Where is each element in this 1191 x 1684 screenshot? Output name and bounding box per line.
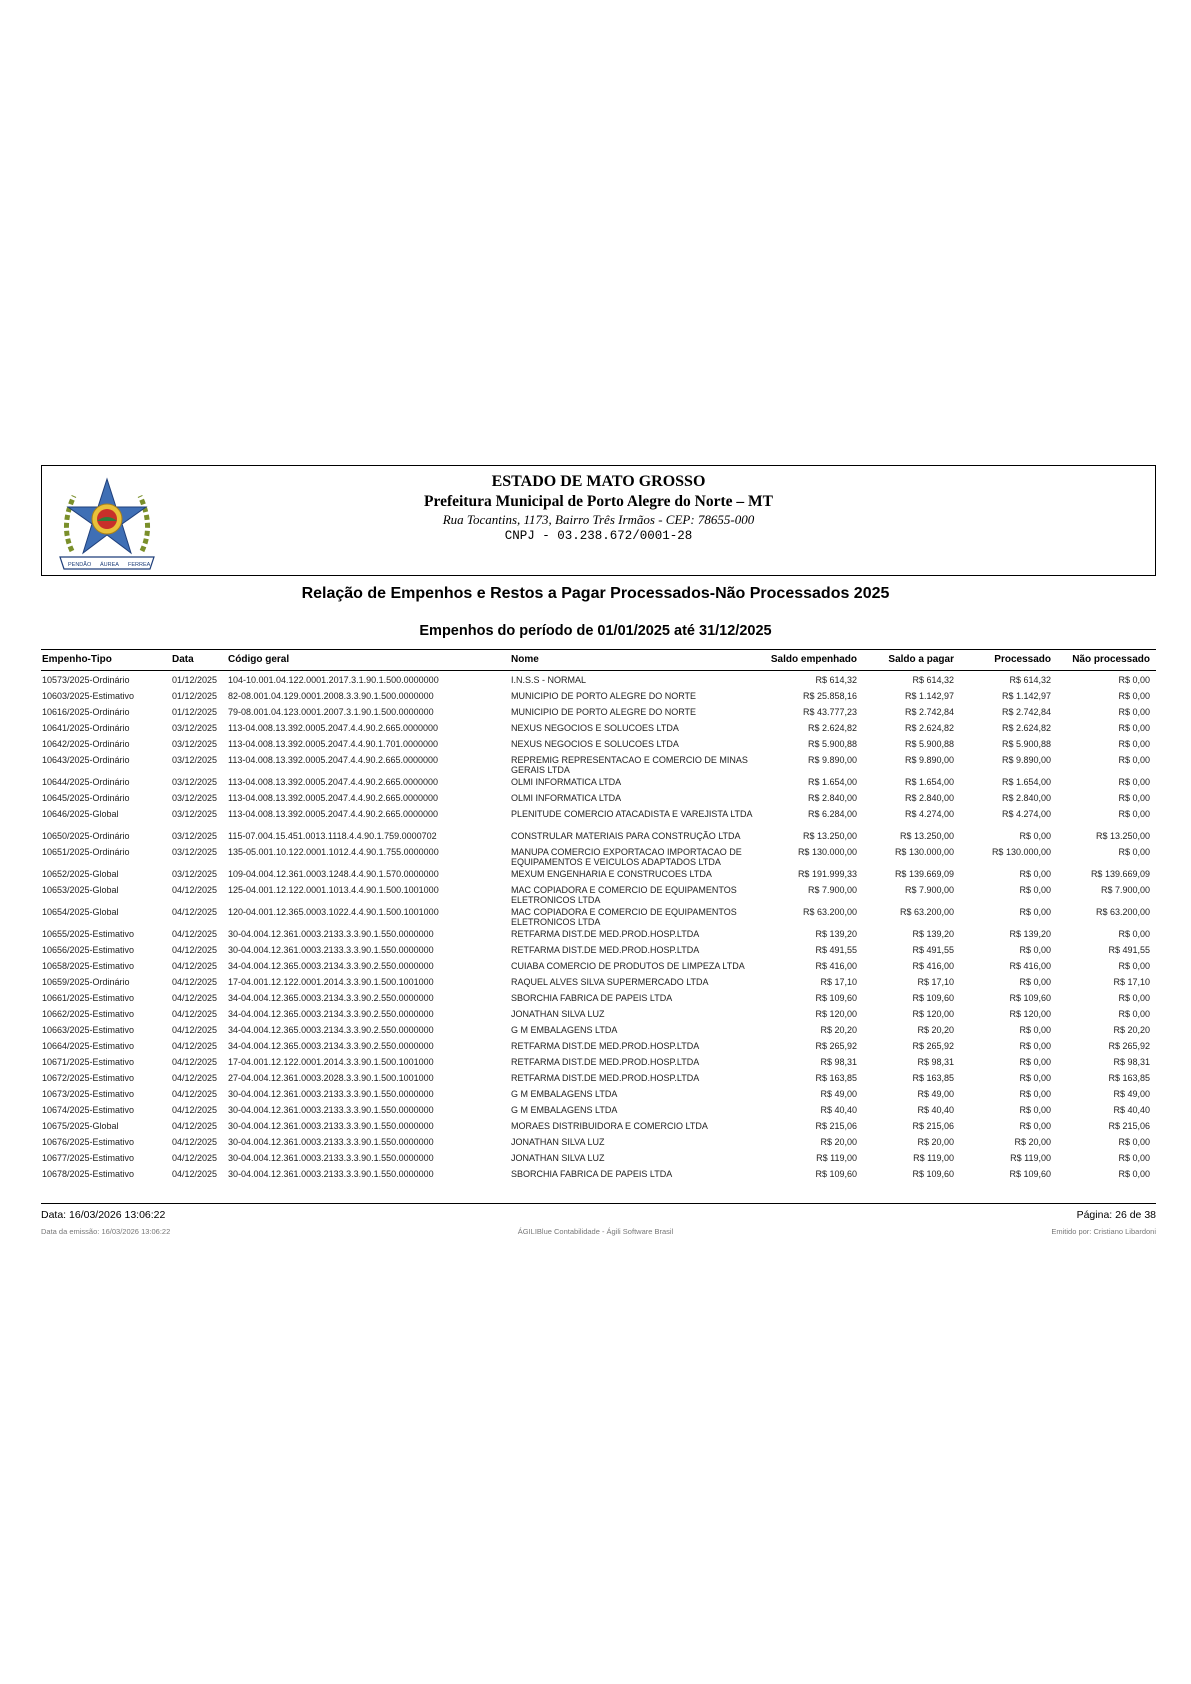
cell-sp: R$ 2.840,00 [904,793,954,803]
table-row [41,1054,1156,1070]
table-row [41,904,1156,926]
cell-se: R$ 120,00 [815,1009,857,1019]
cell-empenho: 10656/2025-Estimativo [42,945,135,955]
cell-codigo: 17-04.001.12.122.0001.2014.3.3.90.1.500.1001000 [228,977,434,987]
cell-sp: R$ 120,00 [912,1009,954,1019]
cell-se: R$ 139,20 [815,929,857,939]
cell-nome: MUNICIPIO DE PORTO ALEGRE DO NORTE [511,707,697,717]
cell-pr: R$ 2.742,84 [1001,707,1051,717]
cell-empenho: 10675/2025-Global [42,1121,119,1131]
cell-se: R$ 5.900,88 [807,739,857,749]
cell-empenho: 10645/2025-Ordinário [42,793,130,803]
svg-text:PENDÃO: PENDÃO [68,562,92,568]
table-row [41,990,1156,1006]
cell-se: R$ 13.250,00 [802,831,857,841]
cell-se: R$ 1.654,00 [807,777,857,787]
cell-data: 03/12/2025 [172,777,218,787]
cell-codigo: 113-04.008.13.392.0005.2047.4.4.90.2.665.0000000 [228,723,439,733]
cell-data: 04/12/2025 [172,945,218,955]
cell-empenho: 10643/2025-Ordinário [42,755,130,765]
cell-nome: G M EMBALAGENS LTDA [511,1025,618,1035]
cell-sp: R$ 98,31 [917,1057,954,1067]
cell-data: 03/12/2025 [172,831,218,841]
cell-data: 01/12/2025 [172,675,218,685]
svg-text:ÁUREA: ÁUREA [100,562,119,568]
cell-data: 04/12/2025 [172,1009,218,1019]
col-processado: Processado [994,654,1051,665]
cell-empenho: 10662/2025-Estimativo [42,1009,135,1019]
cell-nome: RETFARMA DIST.DE MED.PROD.HOSP.LTDA [511,929,700,939]
table-row [41,942,1156,958]
footer-date: Data: 16/03/2026 13:06:22 [41,1209,166,1221]
cell-np: R$ 7.900,00 [1100,885,1150,895]
col-data: Data [172,654,194,665]
cell-se: R$ 20,00 [820,1137,857,1147]
cell-sp: R$ 5.900,88 [904,739,954,749]
cell-empenho: 10573/2025-Ordinário [42,675,130,685]
cell-pr: R$ 2.624,82 [1001,723,1051,733]
cell-empenho: 10663/2025-Estimativo [42,1025,135,1035]
cell-sp: R$ 139,20 [912,929,954,939]
cell-codigo: 30-04.004.12.361.0003.2133.3.3.90.1.550.0000000 [228,1169,434,1179]
cell-codigo: 34-04.004.12.365.0003.2134.3.3.90.2.550.0000000 [228,961,434,971]
cell-np: R$ 0,00 [1118,1153,1150,1163]
table-row [41,1022,1156,1038]
cell-codigo: 113-04.008.13.392.0005.2047.4.4.90.2.665.0000000 [228,777,439,787]
cell-codigo: 125-04.001.12.122.0001.1013.4.4.90.1.500.1001000 [228,885,439,895]
cell-empenho: 10658/2025-Estimativo [42,961,135,971]
col-saldo-empenhado: Saldo empenhado [770,654,857,665]
cell-codigo: 104-10.001.04.122.0001.2017.3.1.90.1.500.0000000 [228,675,439,685]
cell-nome: MAC COPIADORA E COMERCIO DE EQUIPAMENTOS ELETRONICOS LTDA [511,885,737,905]
cell-codigo: 34-04.004.12.365.0003.2134.3.3.90.2.550.0000000 [228,1041,434,1051]
cell-se: R$ 40,40 [820,1105,857,1115]
cell-empenho: 10603/2025-Estimativo [42,691,135,701]
cell-codigo: 79-08.001.04.123.0001.2007.3.1.90.1.500.0000000 [228,707,434,717]
table-row [41,736,1156,752]
cell-se: R$ 25.858,16 [802,691,857,701]
cell-pr: R$ 0,00 [1019,885,1051,895]
letterhead [41,465,1156,576]
cell-empenho: 10674/2025-Estimativo [42,1105,135,1115]
cell-np: R$ 0,00 [1118,707,1150,717]
cell-se: R$ 215,06 [815,1121,857,1131]
cell-pr: R$ 0,00 [1019,1073,1051,1083]
table-row [41,774,1156,790]
table-row [41,1070,1156,1086]
cell-sp: R$ 416,00 [912,961,954,971]
cell-codigo: 113-04.008.13.392.0005.2047.4.4.90.2.665.0000000 [228,809,439,819]
cell-pr: R$ 0,00 [1019,977,1051,987]
address: Rua Tocantins, 1173, Bairro Três Irmãos - CEP: 78655-000 [442,512,755,527]
cell-pr: R$ 416,00 [1009,961,1051,971]
cell-data: 01/12/2025 [172,691,218,701]
cell-empenho: 10671/2025-Estimativo [42,1057,135,1067]
cell-pr: R$ 109,60 [1009,993,1051,1003]
cell-codigo: 115-07.004.15.451.0013.1118.4.4.90.1.759.0000702 [228,831,437,841]
cell-codigo: 135-05.001.10.122.0001.1012.4.4.90.1.755.0000000 [228,847,439,857]
cell-data: 03/12/2025 [172,809,218,819]
cell-nome: OLMI INFORMATICA LTDA [511,793,622,803]
cell-np: R$ 0,00 [1118,675,1150,685]
table-row [41,866,1156,882]
cell-pr: R$ 0,00 [1019,907,1051,917]
cell-se: R$ 49,00 [820,1089,857,1099]
cell-np: R$ 265,92 [1108,1041,1150,1051]
cell-empenho: 10676/2025-Estimativo [42,1137,135,1147]
cell-codigo: 34-04.004.12.365.0003.2134.3.3.90.2.550.0000000 [228,1025,434,1035]
cell-data: 01/12/2025 [172,707,218,717]
cell-sp: R$ 130.000,00 [894,847,954,857]
cell-se: R$ 2.624,82 [807,723,857,733]
col-empenho: Empenho-Tipo [42,654,112,665]
cell-se: R$ 614,32 [815,675,857,685]
cell-np: R$ 0,00 [1118,1169,1150,1179]
table-row [41,752,1156,774]
cell-np: R$ 0,00 [1118,847,1150,857]
svg-text:FERREA: FERREA [128,562,151,568]
cell-np: R$ 0,00 [1118,793,1150,803]
cell-empenho: 10677/2025-Estimativo [42,1153,135,1163]
cell-np: R$ 0,00 [1118,929,1150,939]
cell-np: R$ 98,31 [1113,1057,1150,1067]
cell-pr: R$ 0,00 [1019,831,1051,841]
table-header [41,649,1156,671]
state-name: ESTADO DE MATO GROSSO [491,473,706,490]
cell-pr: R$ 0,00 [1019,1057,1051,1067]
cell-se: R$ 20,20 [820,1025,857,1035]
cell-data: 03/12/2025 [172,847,218,857]
report-title: Relação de Empenhos e Restos a Pagar Processados-Não Processados 2025 [301,585,890,602]
emission-date: Data da emissão: 16/03/2026 13:06:22 [41,1227,171,1236]
cell-empenho: 10673/2025-Estimativo [42,1089,135,1099]
cell-np: R$ 0,00 [1118,691,1150,701]
report-period: Empenhos do período de 01/01/2025 até 31/12/2025 [419,623,772,639]
cell-se: R$ 7.900,00 [807,885,857,895]
cell-se: R$ 9.890,00 [807,755,857,765]
page-number: Página: 26 de 38 [1076,1209,1156,1221]
cell-np: R$ 0,00 [1118,993,1150,1003]
cell-empenho: 10642/2025-Ordinário [42,739,130,749]
col-saldo-pagar: Saldo a pagar [888,654,954,665]
cell-nome: REPREMIG REPRESENTACAO E COMERCIO DE MINAS GERAIS LTDA [511,755,748,775]
cell-empenho: 10672/2025-Estimativo [42,1073,135,1083]
cell-sp: R$ 20,00 [917,1137,954,1147]
cell-sp: R$ 614,32 [912,675,954,685]
table-row [41,688,1156,704]
cell-nome: JONATHAN SILVA LUZ [511,1009,605,1019]
cell-data: 04/12/2025 [172,1025,218,1035]
software-name: ÁGILIBlue Contabilidade - Ágili Software Brasil [517,1227,674,1236]
cell-empenho: 10664/2025-Estimativo [42,1041,135,1051]
cell-pr: R$ 0,00 [1019,869,1051,879]
cell-sp: R$ 63.200,00 [899,907,954,917]
cell-np: R$ 0,00 [1118,1137,1150,1147]
cell-nome: NEXUS NEGOCIOS E SOLUCOES LTDA [511,739,679,749]
cell-empenho: 10651/2025-Ordinário [42,847,130,857]
cell-np: R$ 491,55 [1108,945,1150,955]
cell-se: R$ 17,10 [820,977,857,987]
cell-nome: MEXUM ENGENHARIA E CONSTRUCOES LTDA [511,869,712,879]
cell-nome: CUIABA COMERCIO DE PRODUTOS DE LIMPEZA LTDA [511,961,745,971]
cell-empenho: 10661/2025-Estimativo [42,993,135,1003]
cell-data: 03/12/2025 [172,755,218,765]
table-row [41,828,1156,844]
cell-codigo: 30-04.004.12.361.0003.2133.3.3.90.1.550.0000000 [228,929,434,939]
cell-sp: R$ 20,20 [917,1025,954,1035]
cell-empenho: 10655/2025-Estimativo [42,929,135,939]
cell-np: R$ 49,00 [1113,1089,1150,1099]
cell-codigo: 82-08.001.04.129.0001.2008.3.3.90.1.500.0000000 [228,691,434,701]
cell-data: 04/12/2025 [172,1089,218,1099]
cell-empenho: 10678/2025-Estimativo [42,1169,135,1179]
cell-codigo: 30-04.004.12.361.0003.2133.3.3.90.1.550.0000000 [228,1089,434,1099]
table-row [41,974,1156,990]
cell-codigo: 30-04.004.12.361.0003.2133.3.3.90.1.550.0000000 [228,1121,434,1131]
cell-pr: R$ 120,00 [1009,1009,1051,1019]
cell-np: R$ 0,00 [1118,961,1150,971]
divider [41,1203,1156,1204]
table-row [41,926,1156,942]
issued-by: Emitido por: Cristiano Libardoni [1051,1227,1156,1236]
cell-se: R$ 130.000,00 [797,847,857,857]
cell-data: 03/12/2025 [172,739,218,749]
cell-empenho: 10653/2025-Global [42,885,119,895]
cell-np: R$ 13.250,00 [1095,831,1150,841]
cell-pr: R$ 614,32 [1009,675,1051,685]
cell-se: R$ 98,31 [820,1057,857,1067]
cell-data: 04/12/2025 [172,1041,218,1051]
cell-data: 03/12/2025 [172,723,218,733]
cell-nome: MORAES DISTRIBUIDORA E COMERCIO LTDA [511,1121,708,1131]
cell-data: 04/12/2025 [172,885,218,895]
cell-pr: R$ 1.142,97 [1001,691,1051,701]
cell-codigo: 109-04.004.12.361.0003.1248.4.4.90.1.570.0000000 [228,869,439,879]
table-row [41,1038,1156,1054]
cell-sp: R$ 1.142,97 [904,691,954,701]
cell-pr: R$ 5.900,88 [1001,739,1051,749]
cell-pr: R$ 109,60 [1009,1169,1051,1179]
cell-np: R$ 215,06 [1108,1121,1150,1131]
table-body [41,672,1156,1182]
table-row [41,844,1156,866]
table-row [41,1102,1156,1118]
cell-se: R$ 119,00 [816,1153,857,1163]
cell-nome: RETFARMA DIST.DE MED.PROD.HOSP.LTDA [511,1073,700,1083]
table-row [41,704,1156,720]
cell-sp: R$ 2.624,82 [904,723,954,733]
cell-data: 04/12/2025 [172,1121,218,1131]
cell-sp: R$ 13.250,00 [899,831,954,841]
cell-np: R$ 63.200,00 [1095,907,1150,917]
cell-codigo: 113-04.008.13.392.0005.2047.4.4.90.2.665.0000000 [228,793,439,803]
cell-nome: RETFARMA DIST.DE MED.PROD.HOSP.LTDA [511,1041,700,1051]
cell-empenho: 10644/2025-Ordinário [42,777,130,787]
cell-empenho: 10646/2025-Global [42,809,119,819]
cell-nome: JONATHAN SILVA LUZ [511,1137,605,1147]
table-row [41,672,1156,688]
cell-sp: R$ 163,85 [912,1073,954,1083]
cell-empenho: 10652/2025-Global [42,869,119,879]
cell-pr: R$ 9.890,00 [1001,755,1051,765]
cell-pr: R$ 0,00 [1019,1041,1051,1051]
cell-codigo: 17-04.001.12.122.0001.2014.3.3.90.1.500.1001000 [228,1057,434,1067]
prefecture-name: Prefeitura Municipal de Porto Alegre do Norte – MT [424,493,773,510]
cell-sp: R$ 1.654,00 [904,777,954,787]
table-row [41,958,1156,974]
cell-pr: R$ 1.654,00 [1001,777,1051,787]
cell-nome: NEXUS NEGOCIOS E SOLUCOES LTDA [511,723,679,733]
cell-pr: R$ 2.840,00 [1001,793,1051,803]
cell-np: R$ 0,00 [1118,809,1150,819]
cell-pr: R$ 0,00 [1019,1089,1051,1099]
cell-nome: SBORCHIA FABRICA DE PAPEIS LTDA [511,1169,673,1179]
cell-codigo: 120-04.001.12.365.0003.1022.4.4.90.1.500.1001000 [228,907,439,917]
cell-nome: OLMI INFORMATICA LTDA [511,777,622,787]
cell-np: R$ 0,00 [1118,777,1150,787]
cell-se: R$ 63.200,00 [802,907,857,917]
cell-nome: MUNICIPIO DE PORTO ALEGRE DO NORTE [511,691,697,701]
cnpj: CNPJ - 03.238.672/0001-28 [504,529,693,543]
cell-data: 04/12/2025 [172,977,218,987]
cell-codigo: 113-04.008.13.392.0005.2047.4.4.90.2.665.0000000 [228,755,439,765]
table-row [41,1134,1156,1150]
cell-codigo: 34-04.004.12.365.0003.2134.3.3.90.2.550.0000000 [228,1009,434,1019]
cell-se: R$ 6.284,00 [807,809,857,819]
cell-data: 04/12/2025 [172,1169,218,1179]
cell-sp: R$ 139.669,09 [894,869,954,879]
cell-nome: G M EMBALAGENS LTDA [511,1105,618,1115]
cell-se: R$ 191.999,33 [797,869,857,879]
cell-pr: R$ 4.274,00 [1001,809,1051,819]
cell-empenho: 10659/2025-Ordinário [42,977,130,987]
table-row [41,720,1156,736]
cell-nome: MANUPA COMERCIO EXPORTACAO IMPORTACAO DE EQUIPAMENTOS E VEICULOS ADAPTADOS LTDA [511,847,742,867]
col-nao-processado: Não processado [1072,654,1150,665]
cell-nome: SBORCHIA FABRICA DE PAPEIS LTDA [511,993,673,1003]
col-nome: Nome [511,654,539,665]
cell-se: R$ 163,85 [815,1073,857,1083]
cell-nome: RETFARMA DIST.DE MED.PROD.HOSP.LTDA [511,1057,700,1067]
cell-np: R$ 0,00 [1118,755,1150,765]
cell-np: R$ 163,85 [1108,1073,1150,1083]
table-row [41,806,1156,828]
cell-se: R$ 43.777,23 [802,707,857,717]
cell-data: 04/12/2025 [172,1105,218,1115]
cell-empenho: 10641/2025-Ordinário [42,723,130,733]
cell-pr: R$ 0,00 [1019,945,1051,955]
cell-sp: R$ 109,60 [912,1169,954,1179]
cell-sp: R$ 4.274,00 [904,809,954,819]
cell-data: 04/12/2025 [172,1137,218,1147]
cell-sp: R$ 49,00 [917,1089,954,1099]
cell-empenho: 10654/2025-Global [42,907,119,917]
cell-codigo: 113-04.008.13.392.0005.2047.4.4.90.1.701.0000000 [228,739,439,749]
cell-np: R$ 139.669,09 [1090,869,1150,879]
cell-codigo: 30-04.004.12.361.0003.2133.3.3.90.1.550.0000000 [228,1105,434,1115]
cell-sp: R$ 40,40 [917,1105,954,1115]
cell-codigo: 34-04.004.12.365.0003.2134.3.3.90.2.550.0000000 [228,993,434,1003]
cell-data: 04/12/2025 [172,907,218,917]
cell-nome: RETFARMA DIST.DE MED.PROD.HOSP.LTDA [511,945,700,955]
cell-pr: R$ 0,00 [1019,1121,1051,1131]
cell-se: R$ 265,92 [815,1041,857,1051]
table-row [41,882,1156,904]
cell-data: 03/12/2025 [172,869,218,879]
cell-sp: R$ 119,00 [913,1153,954,1163]
table-row [41,1006,1156,1022]
cell-sp: R$ 109,60 [912,993,954,1003]
cell-nome: RAQUEL ALVES SILVA SUPERMERCADO LTDA [511,977,709,987]
col-codigo: Código geral [228,654,290,665]
cell-se: R$ 491,55 [815,945,857,955]
cell-nome: I.N.S.S - NORMAL [511,675,587,685]
cell-sp: R$ 2.742,84 [904,707,954,717]
cell-nome: CONSTRULAR MATERIAIS PARA CONSTRUÇÃO LTDA [511,831,741,841]
cell-sp: R$ 7.900,00 [904,885,954,895]
table-row [41,1086,1156,1102]
cell-sp: R$ 265,92 [912,1041,954,1051]
cell-se: R$ 109,60 [815,993,857,1003]
cell-empenho: 10650/2025-Ordinário [42,831,130,841]
cell-data: 04/12/2025 [172,929,218,939]
cell-codigo: 30-04.004.12.361.0003.2133.3.3.90.1.550.0000000 [228,1153,434,1163]
cell-data: 03/12/2025 [172,793,218,803]
cell-pr: R$ 0,00 [1019,1025,1051,1035]
cell-pr: R$ 0,00 [1019,1105,1051,1115]
cell-np: R$ 0,00 [1118,1009,1150,1019]
cell-nome: JONATHAN SILVA LUZ [511,1153,605,1163]
cell-data: 04/12/2025 [172,993,218,1003]
cell-np: R$ 17,10 [1113,977,1150,987]
cell-pr: R$ 119,00 [1010,1153,1051,1163]
cell-np: R$ 20,20 [1113,1025,1150,1035]
cell-pr: R$ 130.000,00 [991,847,1051,857]
cell-codigo: 30-04.004.12.361.0003.2133.3.3.90.1.550.0000000 [228,945,434,955]
cell-empenho: 10616/2025-Ordinário [42,707,130,717]
cell-pr: R$ 20,00 [1014,1137,1051,1147]
cell-np: R$ 0,00 [1118,739,1150,749]
cell-codigo: 27-04.004.12.361.0003.2028.3.3.90.1.500.1001000 [228,1073,434,1083]
table-row [41,1150,1156,1166]
cell-se: R$ 416,00 [815,961,857,971]
cell-data: 04/12/2025 [172,961,218,971]
cell-data: 04/12/2025 [172,1057,218,1067]
table-row [41,1118,1156,1134]
cell-codigo: 30-04.004.12.361.0003.2133.3.3.90.1.550.0000000 [228,1137,434,1147]
cell-nome: MAC COPIADORA E COMERCIO DE EQUIPAMENTOS ELETRONICOS LTDA [511,907,737,927]
cell-sp: R$ 17,10 [917,977,954,987]
cell-data: 04/12/2025 [172,1153,218,1163]
cell-se: R$ 109,60 [815,1169,857,1179]
cell-data: 04/12/2025 [172,1073,218,1083]
cell-sp: R$ 9.890,00 [904,755,954,765]
table-row [41,1166,1156,1182]
cell-se: R$ 2.840,00 [807,793,857,803]
cell-sp: R$ 491,55 [912,945,954,955]
table-row [41,790,1156,806]
cell-pr: R$ 139,20 [1009,929,1051,939]
cell-nome: G M EMBALAGENS LTDA [511,1089,618,1099]
cell-np: R$ 40,40 [1113,1105,1150,1115]
cell-np: R$ 0,00 [1118,723,1150,733]
cell-nome: PLENITUDE COMERCIO ATACADISTA E VAREJISTA LTDA [511,809,753,819]
cell-sp: R$ 215,06 [912,1121,954,1131]
